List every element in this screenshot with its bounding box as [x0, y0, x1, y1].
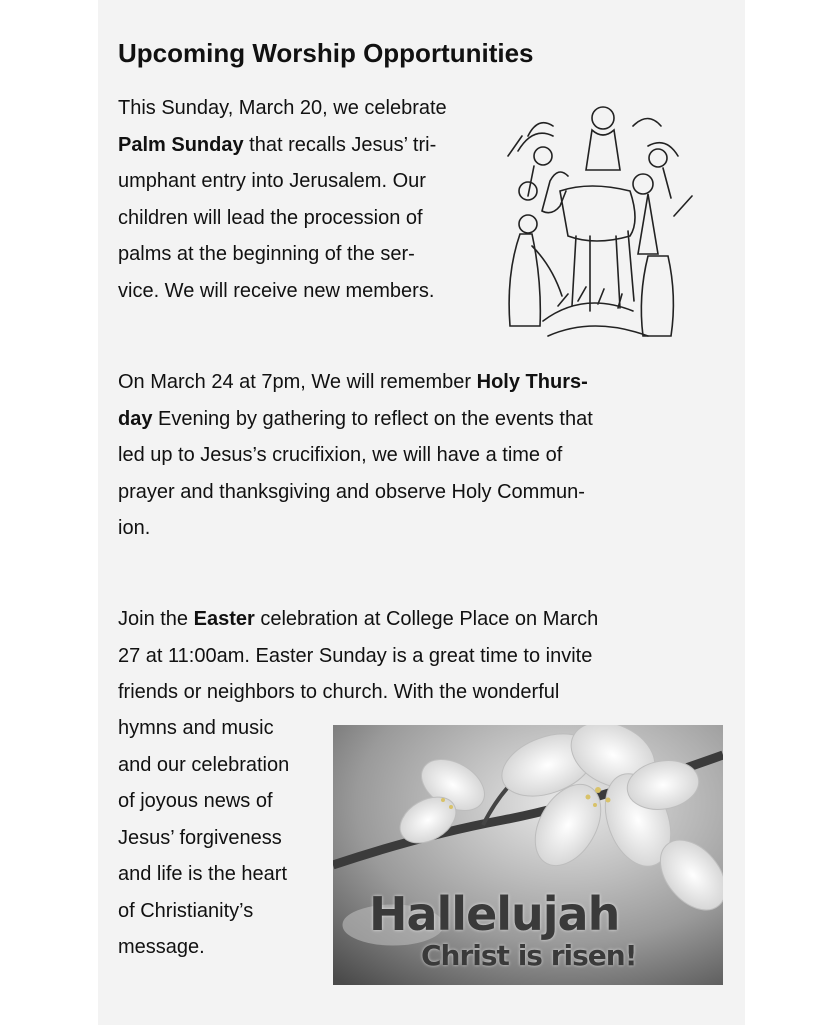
- easter-paragraph: [118, 601, 678, 711]
- palm-sunday-term: Palm Sunday: [118, 133, 244, 156]
- paragraph-line: of joyous news of: [118, 790, 273, 812]
- paragraph-line: Palm Sunday that recalls Jesus’ tri-: [118, 133, 437, 156]
- paragraph-line: Jesus’ forgiveness: [118, 826, 282, 849]
- paragraph-line: This Sunday, March 20, we celebrate: [118, 97, 447, 119]
- paragraph-line: On March 24 at 7pm, We will remember Holy Thurs-: [118, 371, 588, 393]
- paragraph-line: palms at the beginning of the ser-: [118, 243, 415, 265]
- paragraph-line: friends or neighbors to church. With the wonderful: [118, 681, 560, 703]
- paragraph-line: ion.: [118, 517, 151, 539]
- paragraph-line: led up to Jesus’s crucifixion, we will have a time of: [118, 444, 563, 466]
- easter-term: Easter: [193, 608, 255, 630]
- easter-blossom-image: [333, 725, 723, 985]
- holy-thursday-paragraph: [118, 364, 678, 547]
- paragraph-line: prayer and thanksgiving and observe Holy Commun-: [118, 480, 585, 503]
- paragraph-line: children will lead the procession of: [118, 206, 423, 229]
- page-title: Upcoming Worship Opportunities: [118, 38, 534, 68]
- palm-sunday-illustration: [498, 96, 702, 348]
- paragraph-line: Join the Easter celebration at College Place on March: [118, 608, 599, 630]
- paragraph-line: and our celebration: [118, 753, 290, 776]
- christ-is-risen-text: Christ is risen!: [421, 939, 637, 972]
- paragraph-line: vice. We will receive new members.: [118, 279, 435, 302]
- paragraph-line: and life is the heart: [118, 863, 287, 885]
- paragraph-line: of Christianity’s: [118, 899, 254, 922]
- paragraph-line: message.: [118, 936, 205, 958]
- easter-paragraph-continued: [118, 710, 328, 966]
- paragraph-line: umphant entry into Jerusalem. Our: [118, 170, 426, 192]
- holy-thursday-term: day: [118, 407, 153, 430]
- hallelujah-text: Hallelujah: [369, 887, 620, 941]
- paragraph-line: day Evening by gathering to reflect on the events that: [118, 407, 593, 430]
- paragraph-line: 27 at 11:00am. Easter Sunday is a great time to invite: [118, 644, 593, 667]
- palm-sunday-paragraph: [118, 90, 498, 309]
- holy-thursday-term: Holy Thurs-: [476, 371, 588, 393]
- paragraph-line: hymns and music: [118, 717, 274, 739]
